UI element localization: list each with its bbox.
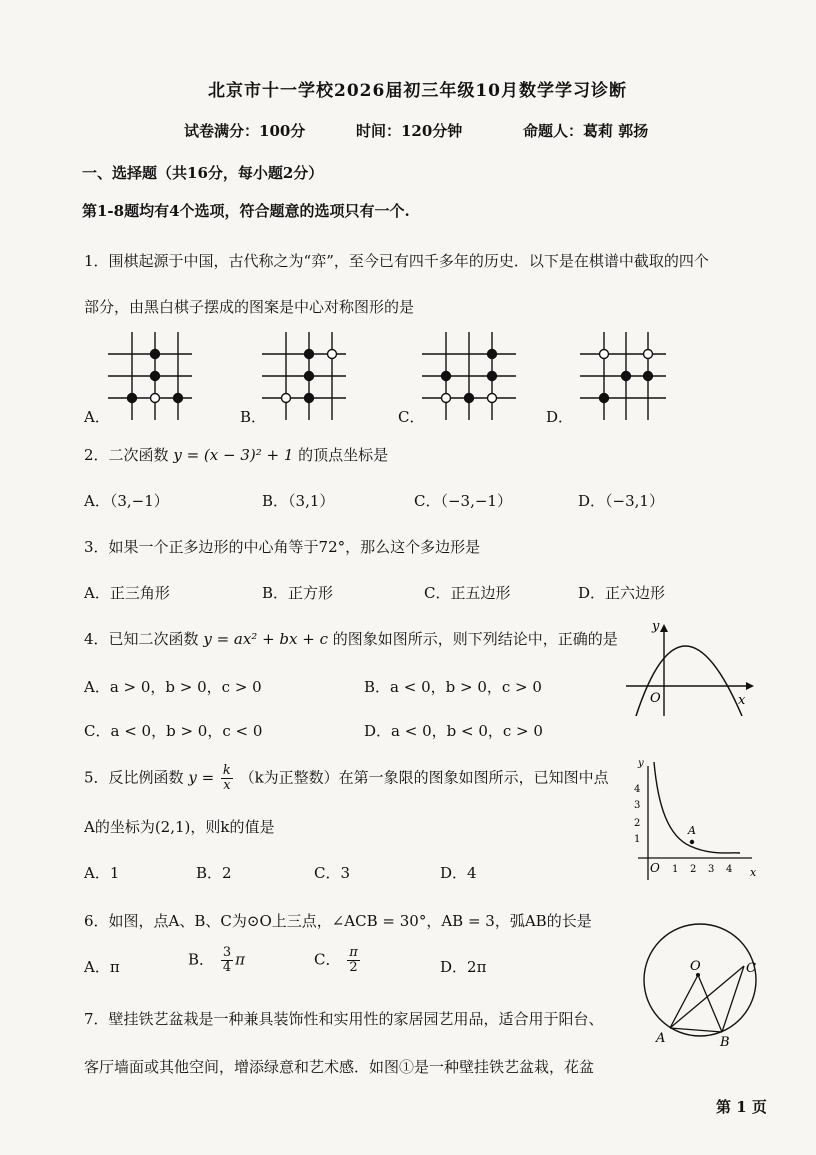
exam-time: 时间：120分钟 xyxy=(356,122,463,140)
q3-text: 3．如果一个正多边形的中心角等于72°，那么这个多边形是 xyxy=(84,538,481,556)
q2-option-d: D．（−3,1） xyxy=(578,492,664,510)
q5-xtick-1: 1 xyxy=(672,864,679,875)
q5-xtick-2: 2 xyxy=(690,864,697,875)
q5-y-eq: y = xyxy=(188,768,215,787)
q4-y-arrow xyxy=(660,624,668,632)
q1-option-b: B． xyxy=(240,408,267,426)
q4-x-arrow xyxy=(746,682,754,690)
q4-option-a: A．a > 0，b > 0，c > 0 xyxy=(84,678,262,696)
q5-hyperbola-graph xyxy=(630,756,760,886)
q6-label-a: A xyxy=(656,1031,666,1046)
q1-option-d: D． xyxy=(546,408,574,426)
section-note: 第1-8题均有4个选项，符合题意的选项只有一个. xyxy=(82,202,410,220)
q4-option-d: D．a < 0，b < 0，c > 0 xyxy=(364,722,543,740)
exam-author: 命题人：葛莉 郭扬 xyxy=(523,122,649,140)
q5-ytick-3: 3 xyxy=(634,800,641,811)
q5-xtick-3: 3 xyxy=(708,864,715,875)
q5-fraction xyxy=(221,764,233,793)
q4-pre: 4．已知二次函数 xyxy=(84,630,199,648)
q5-origin-label: O xyxy=(650,861,660,875)
q5-post: （k为正整数）在第一象限的图象如图所示，已知图中点 xyxy=(239,768,609,787)
go-board-c xyxy=(422,332,516,420)
q5-option-a: A．1 xyxy=(84,864,120,882)
q7-text-line1: 7．壁挂铁艺盆栽是一种兼具装饰性和实用性的家居园艺用品，适合用于阳台、 xyxy=(84,1010,604,1028)
q6-b-den: 4 xyxy=(222,960,232,975)
q2-option-b: B．（3,1） xyxy=(262,492,335,510)
q1-text-line1: 1．围棋起源于中国，古代称之为“弈”，至今已有四千多年的历史．以下是在棋谱中截取的四个 xyxy=(84,252,709,270)
q6-option-b xyxy=(188,946,245,975)
q2-formula: y = (x − 3)² + 1 xyxy=(173,446,294,464)
q6-option-c-label: C． xyxy=(314,950,341,969)
section-heading: 一、选择题（共16分，每小题2分） xyxy=(82,164,324,182)
q5-option-b: B．2 xyxy=(196,864,232,882)
q6-label-c: C xyxy=(746,961,756,976)
q5-text-line2: A的坐标为(2,1)，则k的值是 xyxy=(84,818,275,836)
q4-option-b: B．a < 0，b > 0，c > 0 xyxy=(364,678,542,696)
q1-option-a: A． xyxy=(84,408,110,426)
q5-point-label: A xyxy=(688,824,696,837)
page-number: 第 1 页 xyxy=(716,1098,767,1116)
q4-post: 的图象如图所示，则下列结论中，正确的是 xyxy=(332,630,618,648)
full-score: 试卷满分：100分 xyxy=(184,122,306,140)
q6-option-c-fraction xyxy=(347,946,360,975)
q2-pre: 2．二次函数 xyxy=(84,446,169,464)
q2-option-a: A．（3,−1） xyxy=(84,492,169,510)
q5-x-label: x xyxy=(750,866,757,879)
q3-option-b: B．正方形 xyxy=(262,584,334,602)
q4-parabola-graph xyxy=(620,616,760,720)
q5-text xyxy=(84,764,609,793)
q6-label-b: B xyxy=(720,1035,730,1050)
q4-option-c: C．a < 0，b > 0，c < 0 xyxy=(84,722,263,740)
q7-text-line2: 客厅墙面或其他空间，增添绿意和艺术感．如图①是一种壁挂铁艺盆栽，花盆 xyxy=(84,1058,595,1076)
q4-text xyxy=(84,628,618,649)
q5-option-d: D．4 xyxy=(440,864,477,882)
q3-option-a: A．正三角形 xyxy=(84,584,170,602)
q5-point-a xyxy=(690,840,694,844)
q6-c-den: 2 xyxy=(349,960,358,975)
q5-ytick-4: 4 xyxy=(634,784,641,795)
q6-b-num: 3 xyxy=(222,945,232,960)
q5-hyperbola xyxy=(654,762,740,853)
q3-option-c: C．正五边形 xyxy=(424,584,511,602)
q5-pre: 5．反比例函数 xyxy=(84,768,184,787)
q6-option-b-label: B． xyxy=(188,950,215,969)
q5-y-label: y xyxy=(638,758,644,769)
q6-circle-figure xyxy=(640,910,770,1050)
q5-frac-den: x xyxy=(223,778,231,793)
q4-formula: y = ax² + bx + c xyxy=(203,630,328,648)
q6-option-d: D．2π xyxy=(440,958,487,976)
q1-text-line2: 部分，由黑白棋子摆成的图案是中心对称图形的是 xyxy=(84,298,415,316)
q6-b-pi: π xyxy=(235,950,245,969)
q6-option-a: A．π xyxy=(84,958,120,976)
q5-frac-num: k xyxy=(222,763,231,778)
q4-y-label: y xyxy=(652,619,660,634)
page-title: 北京市十一学校2026届初三年级10月数学学习诊断 xyxy=(208,81,627,101)
q6-c-num: π xyxy=(349,945,358,960)
q3-option-d: D．正六边形 xyxy=(578,584,666,602)
q6-option-b-fraction xyxy=(221,946,233,975)
q5-ytick-1: 1 xyxy=(634,834,641,845)
q6-option-c xyxy=(314,946,362,975)
q5-ytick-2: 2 xyxy=(634,818,641,829)
q6-label-o: O xyxy=(690,959,701,974)
q4-x-label: x xyxy=(738,693,746,708)
q5-xtick-4: 4 xyxy=(726,864,733,875)
q6-text: 6．如图，点A、B、C为⊙O上三点，∠ACB = 30°，AB = 3，弧AB的长是 xyxy=(84,912,592,930)
q4-origin-label: O xyxy=(650,691,661,706)
q2-text xyxy=(84,444,388,465)
q5-option-c: C．3 xyxy=(314,864,351,882)
q2-post: 的顶点坐标是 xyxy=(298,446,389,464)
q2-option-c: C．（−3,−1） xyxy=(414,492,512,510)
q1-option-c: C． xyxy=(398,408,425,426)
